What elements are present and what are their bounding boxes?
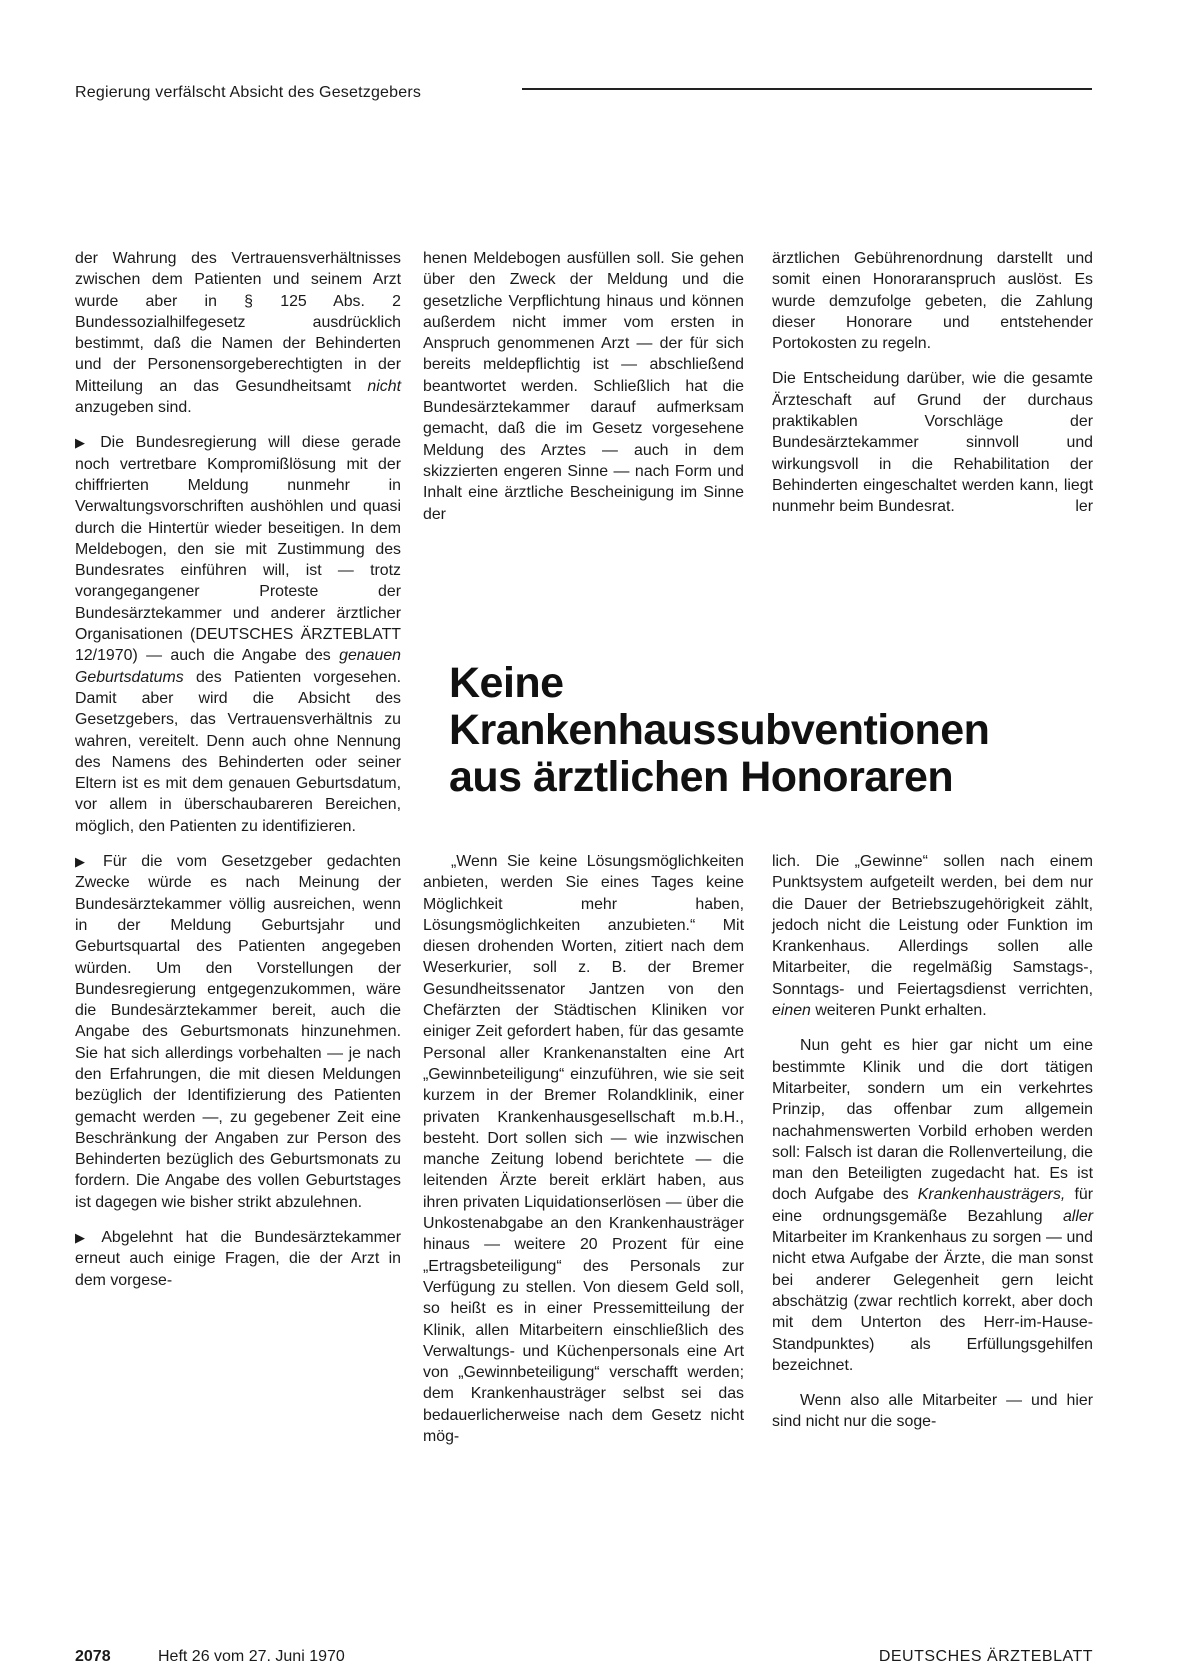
paragraph: ▶ Die Bundesregierung will diese gerade noch vertretbare Kompromißlösung mit der chiffrierten Meldung nunmehr in Verwaltungsvorschriften aushöhlen und quasi durch die Hintertür wieder beseitigen. In dem Meldebogen, den sie mit Zustimmung des Bundesrates einführen will, ist — trotz vorangegangener Proteste der Bundesärztekammer und anderer ärztlicher Organisationen (DEUTSCHES ÄRZTEBLATT 12/1970) — auch die Angabe des genauen Geburtsdatums des Patienten vorgesehen. Damit aber wird die Absicht des Gesetzgebers, das Vertrauensverhältnis zu wahren, vereitelt. Denn auch ohne Nennung des Namens des Behinderten oder seiner Eltern ist es mit dem genauen Geburtsdatum, vor allem in überschaubareren Bereichen, möglich, den Patienten zu identifizieren. xyxy=(75,434,401,835)
paragraph: ▶ Abgelehnt hat die Bundesärztekammer erneut auch einige Fragen, die der Arzt in dem vorgese- xyxy=(75,1229,402,1289)
paragraph: ärztlichen Gebührenordnung darstellt und somit einen Honoraranspruch auslöst. Es wurde demzufolge gebeten, die Zahlung dieser Honorare und entstehender Portokosten zu regeln. xyxy=(772,250,1093,353)
paragraph: Wenn also alle Mitarbeiter — und hier sind nicht nur die soge- xyxy=(772,1392,1093,1431)
triangle-right-icon: ▶ xyxy=(75,1230,94,1246)
article1-column3 xyxy=(772,248,1093,532)
article2-column1 xyxy=(423,851,744,1461)
emphasis: aller xyxy=(1062,1207,1093,1225)
paragraph: lich. Die „Gewinne“ sollen nach einem Punktsystem aufgeteilt werden, bei dem nur die Dauer der Betriebszugehörigkeit zählt, jedoch nicht die Leistung oder Funktion im Krankenhaus. Allerdings sollen alle Mitarbeiter, die regelmäßig Samstags-, Sonntags- und Feiertagsdienst verrichten, einen weiteren Punkt erhalten. xyxy=(772,853,1093,1020)
paragraph: Nun geht es hier gar nicht um eine bestimmte Klinik und die dort tätigen Mitarbeiter, sondern um ein verkehrtes Prinzip, das offenbar zum allgemein nachahmenswerten Vorbild erhoben werden soll: Falsch ist daran die Rollenverteilung, die man den Beteiligten zugedacht hat. Es ist doch Aufgabe des Krankenhausträgers, für eine ordnungsgemäße Bezahlung aller Mitarbeiter im Krankenhaus zu sorgen — und nicht etwa Aufgabe der Ärzte, die man sonst bei anderer Gelegenheit gern leicht abschätzig (zwar rechtlich korrekt, aber doch mit dem Unterton des Herr-im-Hause-Standpunktes) als Erfüllungsgehilfen bezeichnet. xyxy=(772,1037,1094,1374)
issue-info: Heft 26 vom 27. Juni 1970 xyxy=(158,1648,345,1665)
triangle-right-icon: ▶ xyxy=(75,854,96,870)
emphasis: genauen Geburtsdatums xyxy=(75,647,401,686)
article2-column2 xyxy=(772,851,1093,1447)
emphasis: nicht xyxy=(367,377,401,395)
magazine-name: DEUTSCHES ÄRZTEBLATT xyxy=(878,1648,1093,1665)
emphasis: einen xyxy=(772,1002,811,1020)
paragraph: Die Entscheidung darüber, wie die gesamte Ärzteschaft auf Grund der durchaus praktikablen Vorschläge der Bundesärztekammer sinnvoll und wirkungsvoll in die Rehabilitation der Behinderten eingeschaltet werden kann, liegt nunmehr beim Bundesrat. ler xyxy=(772,368,1093,517)
page-number: 2078 xyxy=(75,1648,111,1665)
paragraph: der Wahrung des Vertrauensverhältnisses zwischen dem Patienten und seinem Arzt wurde aber in § 125 Abs. 2 Bundessozialhilfegesetz ausdrücklich bestimmt, daß die Namen der Behinderten und der Personensorgeberechtigten in der Mitteilung an das Gesundheitsamt nicht anzugeben sind. xyxy=(75,250,401,417)
header-rule xyxy=(522,88,1092,90)
running-title: Regierung verfälscht Absicht des Gesetzgebers xyxy=(75,84,422,101)
article1-column2 xyxy=(423,248,744,539)
paragraph: ▶ Für die vom Gesetzgeber gedachten Zwecke würde es nach Meinung der Bundesärztekammer völlig ausreichen, wenn in der Meldung Geburtsjahr und Geburtsquartal des Patienten angegeben würden. Um den Vorstellungen der Bundesregierung entgegenzukommen, wäre die Bundesärztekammer bereit, auch die Angabe des Geburtsmonats hinzunehmen. Sie hat sich allerdings vorbehalten — je nach den Erfahrungen, die mit diesen Meldungen bezüglich der Identifizierung des Patienten gemacht werden —, zu gegebener Zeit eine Beschränkung der Angaben zur Person des Behinderten bezüglich des Geburtsmonats zu fordern. Die Angabe des vollen Geburtstages ist dagegen wie bisher strikt abzulehnen. xyxy=(75,853,401,1211)
author-signature: ler xyxy=(1075,498,1093,516)
emphasis: Krankenhausträgers, xyxy=(917,1186,1066,1204)
article2-headline: Keine Krankenhaussubventionen aus ärztlichen Honoraren xyxy=(449,659,990,801)
article1-column1 xyxy=(75,248,401,1305)
paragraph: „Wenn Sie keine Lösungsmöglichkeiten anbieten, werden Sie eines Tages keine Möglichkeit mehr haben, Lösungsmöglichkeiten anzubieten.“ Mit diesen drohenden Worten, zitiert nach dem Weserkurier, soll z. B. der Bremer Gesundheitssenator Jantzen von den Chefärzten der Städtischen Kliniken vor einiger Zeit gefordert haben, für das gesamte Personal aller Krankenanstalten eine Art „Gewinnbeteiligung“ einzuführen, wie sie seit kurzem in der Bremer Rolandklinik, einer privaten Krankenhausgesellschaft m.b.H., besteht. Dort sollen sich — wie inzwischen manche Zeitung lobend berichtete — die leitenden Ärzte bereit erklärt haben, aus ihren privaten Liquidationserlösen — über die Unkostenabgabe an den Krankenhausträger hinaus — weitere 20 Prozent für eine „Ertragsbeteiligung“ des Personals zur Verfügung zu stellen. Von diesem Geld soll, so heißt es in einer Pressemitteilung der Klinik, allen Mitarbeitern einschließlich des Verwaltungs- und Küchenpersonals eine Art von „Gewinnbeteiligung“ verschafft werden; dem Krankenhausträger selbst sei das bedauerlicherweise nach dem Gesetz nicht mög- xyxy=(423,853,744,1446)
triangle-right-icon: ▶ xyxy=(75,435,93,451)
paragraph: henen Meldebogen ausfüllen soll. Sie gehen über den Zweck der Meldung und die gesetzliche Verpflichtung hinaus und können außerdem nicht immer vom ersten in Anspruch genommenen Arzt — der für sich bereits meldepflichtig ist — abschließend beantwortet werden. Schließlich hat die Bundesärztekammer darauf aufmerksam gemacht, daß die im Gesetz vorgesehene Meldung des Arztes — auch in dem skizzierten engeren Sinne — nach Form und Inhalt eine ärztliche Bescheinigung im Sinne der xyxy=(423,250,744,523)
